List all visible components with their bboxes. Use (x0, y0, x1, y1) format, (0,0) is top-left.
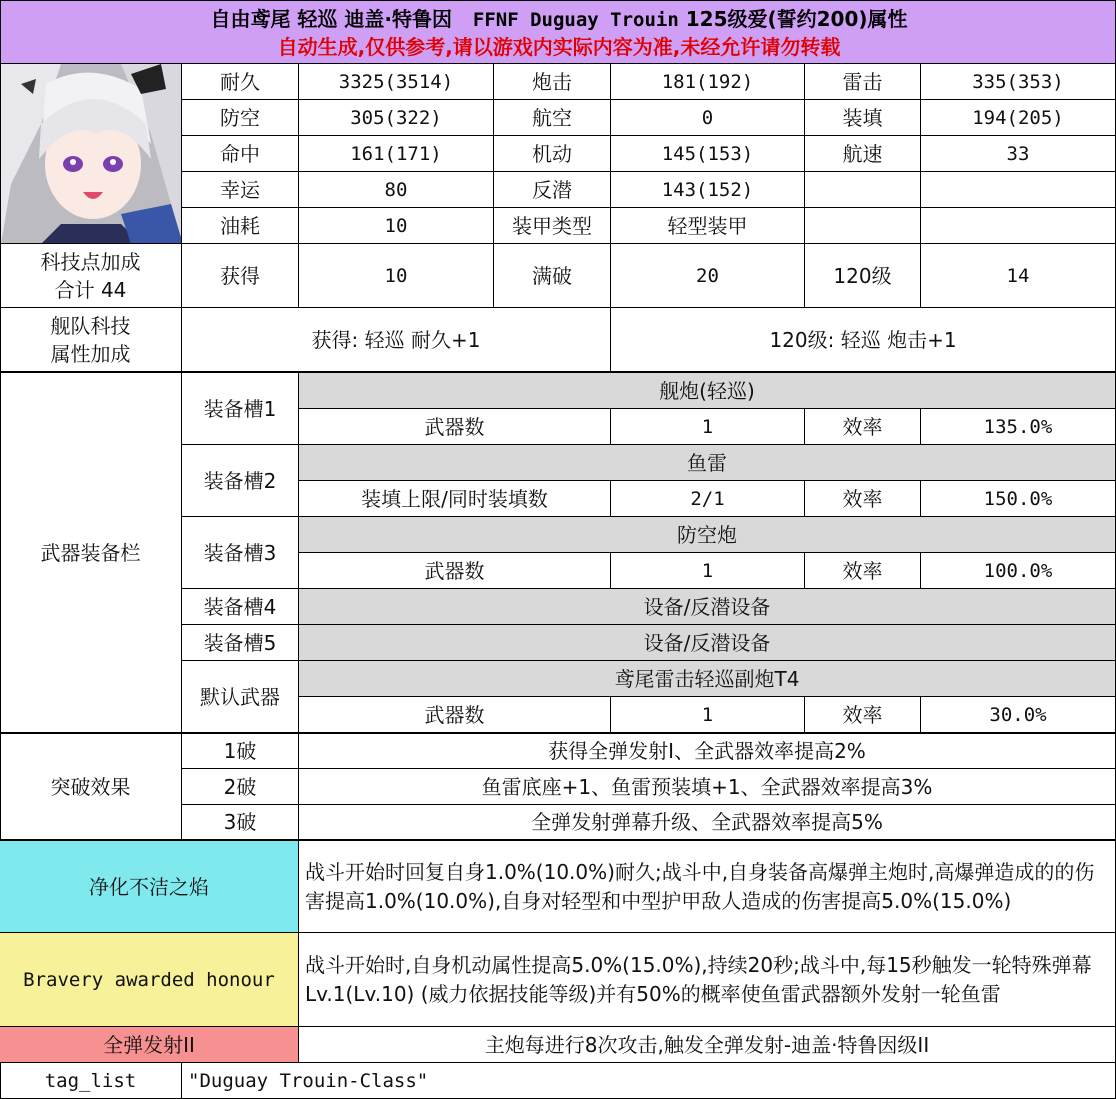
title-cn: 自由鸢尾 轻巡 迪盖·特鲁因 (210, 7, 452, 31)
stat-label: 航速 (805, 136, 921, 172)
stat-value (921, 172, 1116, 208)
stat-label: 耐久 (182, 64, 299, 100)
stat-value (921, 208, 1116, 244)
slot-eff-label: 效率 (805, 481, 921, 517)
break-level: 2破 (182, 769, 299, 805)
slot-sub-value: 1 (611, 553, 805, 589)
fleet-tech-lvl120: 120级: 轻巡 炮击+1 (611, 308, 1116, 372)
stat-label: 油耗 (182, 208, 299, 244)
stat-label (805, 208, 921, 244)
slot-eff-label: 效率 (805, 553, 921, 589)
stat-label: 航空 (494, 100, 611, 136)
break-level: 3破 (182, 805, 299, 840)
stat-value: 0 (611, 100, 805, 136)
stat-value: 145(153) (611, 136, 805, 172)
slot-type: 防空炮 (299, 517, 1116, 553)
slot-sub-value: 2/1 (611, 481, 805, 517)
weapons-title: 武器装备栏 (0, 373, 182, 733)
character-portrait (0, 64, 182, 244)
stat-value: 143(152) (611, 172, 805, 208)
stat-value: 181(192) (611, 64, 805, 100)
notice: 自动生成,仅供参考,请以游戏内实际内容为准,未经允许请勿转载 (277, 35, 841, 59)
stat-value: 10 (299, 208, 494, 244)
slot-name: 装备槽2 (182, 445, 299, 517)
stat-value: 161(171) (299, 136, 494, 172)
slot-sub-label: 装填上限/同时装填数 (299, 481, 611, 517)
stat-label: 炮击 (494, 64, 611, 100)
slot-sub-label: 武器数 (299, 409, 611, 445)
stat-label: 反潜 (494, 172, 611, 208)
break-effect: 全弹发射弹幕升级、全武器效率提高5% (299, 805, 1116, 840)
stat-value: 305(322) (299, 100, 494, 136)
breakthrough-title: 突破效果 (0, 734, 182, 840)
slot-sub-value: 1 (611, 697, 805, 733)
tech-break-value: 20 (611, 244, 805, 308)
tech-gain-label: 获得 (182, 244, 299, 308)
stat-value: 33 (921, 136, 1116, 172)
skill-desc: 主炮每进行8次攻击,触发全弹发射-迪盖·特鲁因级II (299, 1027, 1116, 1063)
page-title (1, 5, 1116, 34)
slot-type: 舰炮(轻巡) (299, 373, 1116, 409)
tag-list-value: "Duguay Trouin-Class" (182, 1063, 1116, 1099)
skill-name: 净化不洁之焰 (0, 841, 299, 933)
slot-eff-value: 30.0% (921, 697, 1116, 733)
stat-label: 雷击 (805, 64, 921, 100)
tech-points-title (0, 244, 182, 308)
slot-sub-value: 1 (611, 409, 805, 445)
tech-points-total: 合计 44 (54, 277, 127, 302)
stat-label: 装甲类型 (494, 208, 611, 244)
stat-label: 命中 (182, 136, 299, 172)
portrait-image (1, 64, 182, 244)
stat-value: 194(205) (921, 100, 1116, 136)
stat-value: 335(353) (921, 64, 1116, 100)
break-effect: 鱼雷底座+1、鱼雷预装填+1、全武器效率提高3% (299, 769, 1116, 805)
stat-label: 防空 (182, 100, 299, 136)
stat-value: 80 (299, 172, 494, 208)
slot-type: 设备/反潜设备 (299, 625, 1116, 661)
slot-name: 装备槽3 (182, 517, 299, 589)
slot-eff-label: 效率 (805, 409, 921, 445)
tech-points-title-line1: 科技点加成 (40, 249, 141, 274)
slot-type: 设备/反潜设备 (299, 589, 1116, 625)
fleet-tech-title (0, 308, 182, 372)
stat-label: 机动 (494, 136, 611, 172)
skill-desc: 战斗开始时回复自身1.0%(10.0%)耐久;战斗中,自身装备高爆弹主炮时,高爆弹造成的的伤害提高1.0%(10.0%),自身对轻型和中型护甲敌人造成的伤害提高5.0%(15.0%) (299, 841, 1116, 933)
header-banner (0, 0, 1116, 64)
tech-break-label: 满破 (494, 244, 611, 308)
stat-label: 幸运 (182, 172, 299, 208)
break-level: 1破 (182, 734, 299, 769)
stat-value: 轻型装甲 (611, 208, 805, 244)
slot-eff-value: 100.0% (921, 553, 1116, 589)
slot-name: 装备槽4 (182, 589, 299, 625)
break-effect: 获得全弹发射I、全武器效率提高2% (299, 734, 1116, 769)
slot-name: 装备槽1 (182, 373, 299, 445)
stat-value: 3325(3514) (299, 64, 494, 100)
slot-eff-label: 效率 (805, 697, 921, 733)
tech-gain-value: 10 (299, 244, 494, 308)
fleet-tech-gain: 获得: 轻巡 耐久+1 (182, 308, 611, 372)
fleet-tech-title-line1: 舰队科技 (50, 313, 131, 338)
tech-lvl-value: 14 (921, 244, 1116, 308)
skill-desc: 战斗开始时,自身机动属性提高5.0%(15.0%),持续20秒;战斗中,每15秒触发一轮特殊弹幕Lv.1(Lv.10) (威力依据技能等级)并有50%的概率使鱼雷武器额外发射一轮鱼雷 (299, 933, 1116, 1027)
slot-eff-value: 150.0% (921, 481, 1116, 517)
tech-lvl-label: 120级 (805, 244, 921, 308)
skill-name: Bravery awarded honour (0, 933, 299, 1027)
skill-name: 全弹发射II (0, 1027, 299, 1063)
fleet-tech-title-line2: 属性加成 (50, 341, 131, 366)
stat-label (805, 172, 921, 208)
slot-type: 鱼雷 (299, 445, 1116, 481)
slot-sub-label: 武器数 (299, 697, 611, 733)
slot-sub-label: 武器数 (299, 553, 611, 589)
slot-name: 默认武器 (182, 661, 299, 733)
slot-eff-value: 135.0% (921, 409, 1116, 445)
stat-label: 装填 (805, 100, 921, 136)
title-en: FFNF Duguay Trouin (472, 9, 679, 31)
title-level: 125级爱(誓约200)属性 (685, 7, 908, 31)
slot-type: 鸢尾雷击轻巡副炮T4 (299, 661, 1116, 697)
slot-name: 装备槽5 (182, 625, 299, 661)
tag-list-label: tag_list (0, 1063, 182, 1099)
